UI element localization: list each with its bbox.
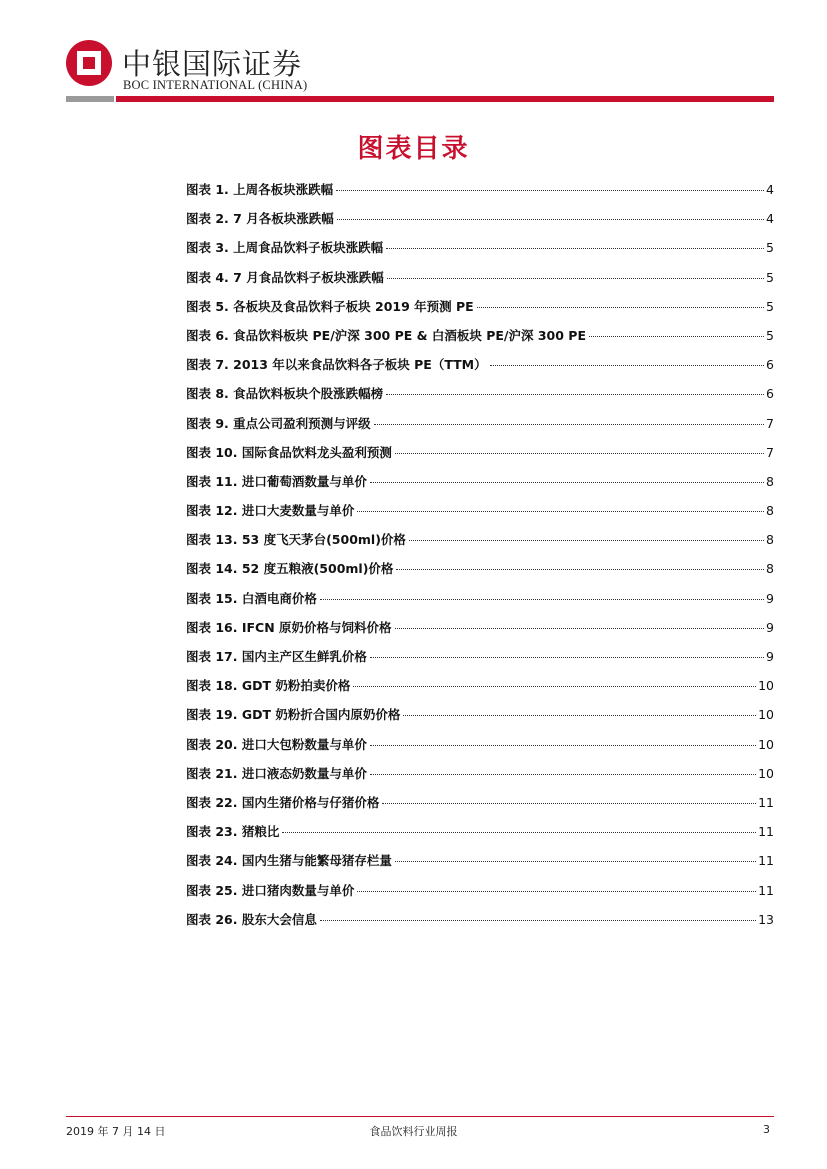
toc-entry[interactable]	[186, 238, 774, 267]
toc-entry-page: 11	[758, 882, 774, 898]
toc-entry-label: 图表 13. 53 度飞天茅台(500ml)价格	[186, 532, 406, 548]
toc-entry-page: 7	[766, 415, 774, 431]
toc-entry[interactable]	[186, 618, 774, 647]
toc-entry-page: 10	[758, 707, 774, 723]
toc-entry-label: 图表 8. 食品饮料板块个股涨跌幅榜	[186, 386, 384, 402]
header-divider	[66, 96, 774, 102]
toc-entry[interactable]	[186, 180, 774, 209]
toc-leader-dots	[386, 248, 764, 249]
page-title: 图表目录	[357, 134, 470, 164]
toc-entry-page: 5	[766, 298, 774, 314]
toc-entry-label: 图表 22. 国内生猪价格与仔猪价格	[186, 794, 380, 810]
footer-date: 2019 年 7 月 14 日	[66, 1125, 166, 1138]
toc-entry-label: 图表 1. 上周各板块涨跌幅	[186, 182, 334, 197]
toc-leader-dots	[357, 511, 764, 512]
toc-entry-label: 图表 3. 上周食品饮料子板块涨跌幅	[186, 240, 384, 256]
toc-entry[interactable]	[186, 443, 774, 472]
toc-entry[interactable]	[186, 384, 774, 413]
toc-entry-label: 图表 16. IFCN 原奶价格与饲料价格	[186, 619, 392, 635]
toc-entry-page: 11	[758, 794, 774, 810]
toc-leader-dots	[370, 745, 756, 746]
toc-entry[interactable]	[186, 559, 774, 588]
toc-entry-label: 图表 19. GDT 奶粉折合国内原奶价格	[186, 707, 401, 723]
toc-entry-page: 10	[758, 736, 774, 752]
toc-entry-label: 图表 23. 猪粮比	[186, 824, 280, 840]
toc-entry[interactable]	[186, 881, 774, 910]
toc-entry-label: 图表 2. 7 月各板块涨跌幅	[186, 211, 334, 227]
toc-entry-page: 5	[766, 327, 774, 343]
toc-leader-dots	[353, 686, 756, 687]
toc-leader-dots	[374, 424, 764, 425]
toc-leader-dots	[336, 190, 764, 191]
toc-entry-page: 4	[766, 211, 774, 227]
toc-entry-label: 图表 17. 国内主产区生鲜乳价格	[186, 649, 367, 664]
toc-leader-dots	[386, 394, 764, 395]
toc-entry-label: 图表 6. 食品饮料板块 PE/沪深 300 PE & 白酒板块 PE/沪深 300 PE	[186, 327, 586, 343]
toc-entry[interactable]	[186, 705, 774, 734]
toc-leader-dots	[387, 278, 764, 279]
toc-leader-dots	[395, 861, 756, 862]
toc-leader-dots	[370, 482, 764, 483]
toc-entry-page: 6	[766, 357, 774, 373]
toc-entry[interactable]	[186, 851, 774, 880]
toc-entry[interactable]	[186, 647, 774, 676]
toc-entry-label: 图表 18. GDT 奶粉拍卖价格	[186, 678, 351, 694]
toc-entry[interactable]	[186, 326, 774, 355]
toc-leader-dots	[382, 803, 756, 804]
toc-entry-page: 9	[766, 619, 774, 635]
toc-entry-page: 5	[766, 240, 774, 256]
toc-entry-label: 图表 7. 2013 年以来食品饮料各子板块 PE（TTM）	[186, 357, 487, 373]
toc-leader-dots	[403, 715, 756, 716]
toc-leader-dots	[357, 891, 756, 892]
toc-entry-page: 8	[766, 503, 774, 519]
toc-entry-page: 10	[758, 678, 774, 694]
toc-entry-page: 9	[766, 649, 774, 664]
toc-entry[interactable]	[186, 268, 774, 297]
toc-entry[interactable]	[186, 764, 774, 793]
toc-entry-label: 图表 25. 进口猪肉数量与单价	[186, 882, 355, 898]
boc-logo-icon	[66, 40, 112, 86]
toc-entry-label: 图表 5. 各板块及食品饮料子板块 2019 年预测 PE	[186, 298, 474, 314]
toc-entry[interactable]	[186, 501, 774, 530]
toc-leader-dots	[320, 599, 764, 600]
toc-entry-label: 图表 11. 进口葡萄酒数量与单价	[186, 473, 367, 489]
toc-entry[interactable]	[186, 793, 774, 822]
toc-entry[interactable]	[186, 676, 774, 705]
toc-entry[interactable]	[186, 209, 774, 238]
toc-leader-dots	[370, 657, 764, 658]
brand-name-cn: 中银国际证券	[122, 47, 303, 81]
toc-entry-label: 图表 12. 进口大麦数量与单价	[186, 503, 355, 519]
toc-leader-dots	[395, 453, 764, 454]
toc-entry[interactable]	[186, 735, 774, 764]
toc-leader-dots	[477, 307, 764, 308]
toc-entry[interactable]	[186, 589, 774, 618]
toc-entry-label: 图表 26. 股东大会信息	[186, 911, 317, 927]
footer-report-name: 食品饮料行业周报	[369, 1125, 458, 1138]
toc-entry-page: 6	[766, 386, 774, 402]
toc-entry-label: 图表 9. 重点公司盈利预测与评级	[186, 415, 371, 431]
toc-entry-label: 图表 21. 进口液态奶数量与单价	[186, 765, 367, 781]
toc-entry-page: 7	[766, 444, 774, 460]
toc-entry-label: 图表 24. 国内生猪与能繁母猪存栏量	[186, 853, 392, 869]
toc-leader-dots	[409, 540, 764, 541]
toc-entry-page: 9	[766, 590, 774, 606]
toc-entry[interactable]	[186, 355, 774, 384]
table-of-figures	[186, 180, 774, 939]
footer-page-number: 3	[763, 1123, 770, 1136]
toc-entry[interactable]	[186, 910, 774, 939]
toc-leader-dots	[337, 219, 764, 220]
toc-leader-dots	[490, 365, 764, 366]
toc-leader-dots	[320, 920, 756, 921]
toc-entry-label: 图表 10. 国际食品饮料龙头盈利预测	[186, 444, 392, 460]
toc-leader-dots	[282, 832, 756, 833]
toc-entry-page: 8	[766, 473, 774, 489]
toc-entry-page: 11	[758, 824, 774, 840]
toc-entry-page: 10	[758, 765, 774, 781]
footer-divider	[66, 1116, 774, 1117]
toc-leader-dots	[370, 774, 756, 775]
toc-entry-page: 4	[766, 182, 774, 197]
toc-leader-dots	[395, 628, 765, 629]
toc-entry-label: 图表 14. 52 度五粮液(500ml)价格	[186, 561, 394, 577]
toc-entry[interactable]	[186, 297, 774, 326]
toc-leader-dots	[589, 336, 764, 337]
toc-entry-page: 11	[758, 853, 774, 869]
toc-entry[interactable]	[186, 414, 774, 443]
toc-entry[interactable]	[186, 472, 774, 501]
toc-entry-label: 图表 4. 7 月食品饮料子板块涨跌幅	[186, 269, 384, 285]
toc-leader-dots	[396, 569, 764, 570]
toc-entry-page: 8	[766, 532, 774, 548]
toc-entry[interactable]	[186, 530, 774, 559]
toc-entry-page: 8	[766, 561, 774, 577]
page-header	[66, 40, 774, 102]
toc-entry-label: 图表 15. 白酒电商价格	[186, 590, 317, 606]
toc-entry-label: 图表 20. 进口大包粉数量与单价	[186, 736, 367, 752]
toc-entry-page: 13	[758, 911, 774, 927]
toc-entry-page: 5	[766, 269, 774, 285]
brand-name-en: BOC INTERNATIONAL (CHINA)	[123, 78, 308, 92]
toc-entry[interactable]	[186, 822, 774, 851]
